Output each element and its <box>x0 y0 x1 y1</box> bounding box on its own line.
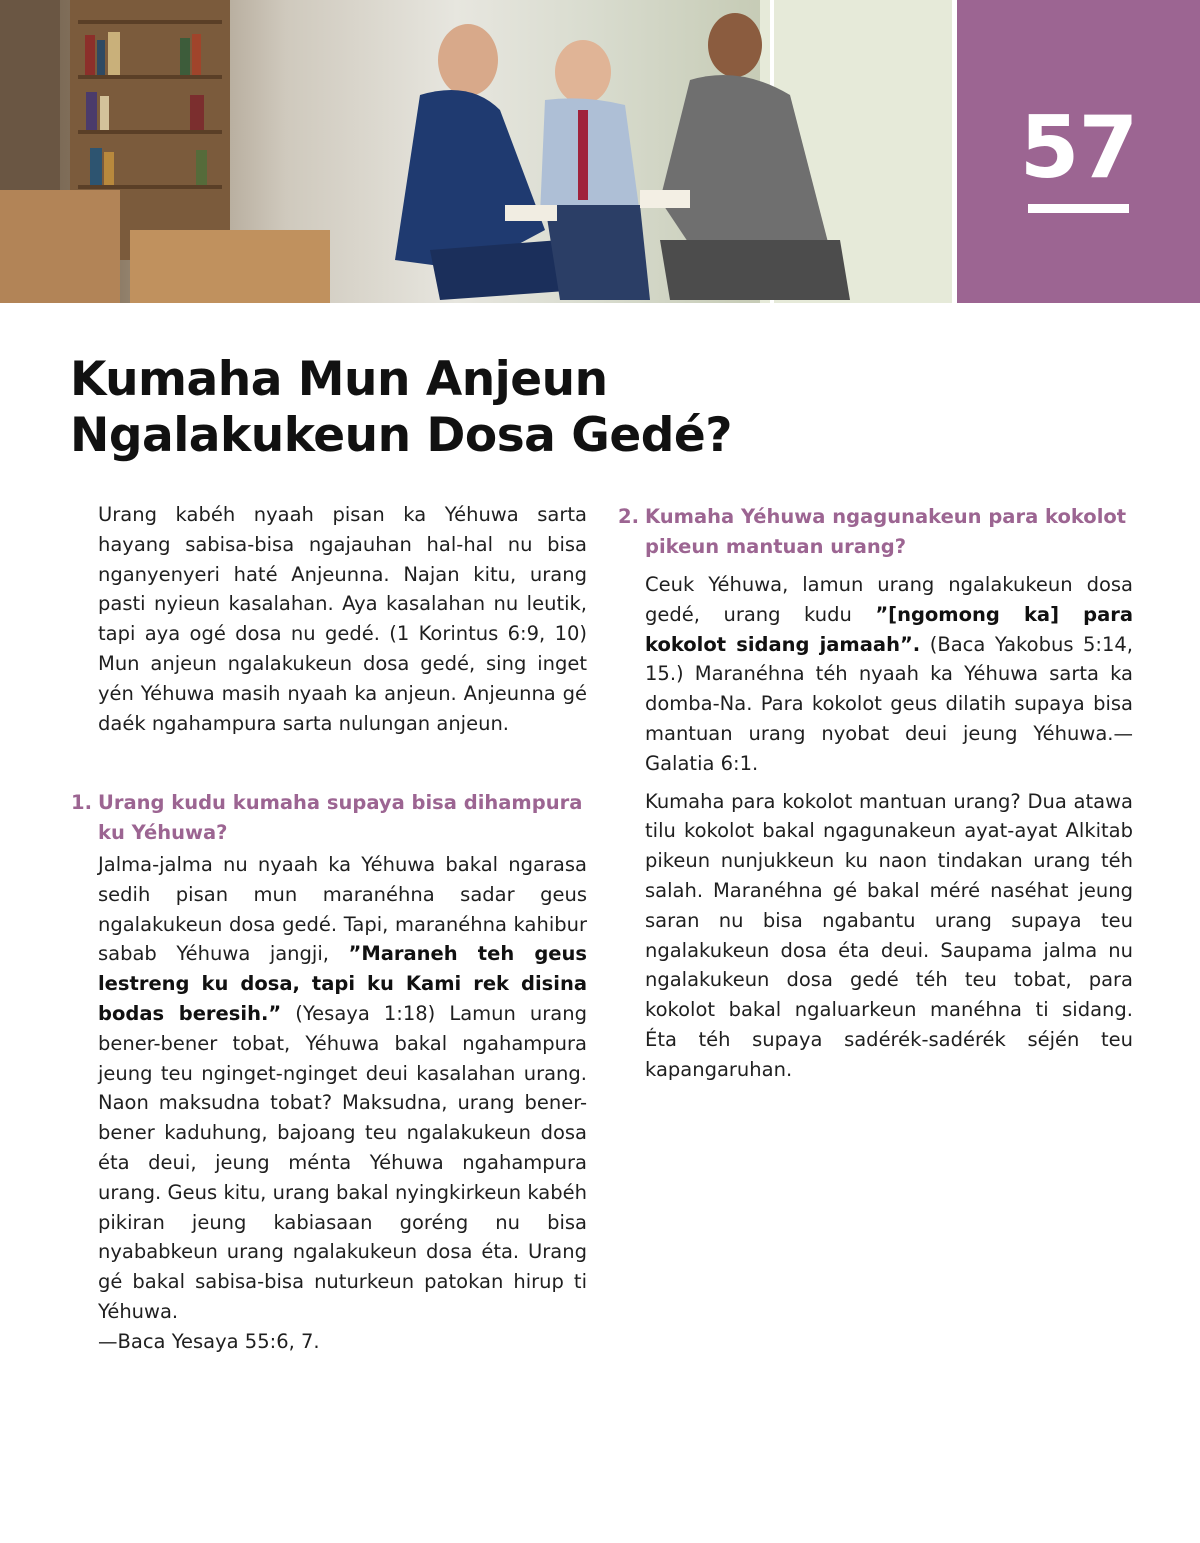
lesson-number: 57 <box>1019 98 1138 198</box>
open-bible <box>505 205 557 221</box>
man-right-head <box>708 13 762 77</box>
section-2-text-a: Ceuk Yéhuwa, lamun urang ngalakukeun dosa gedé, urang kudu <box>645 573 1133 626</box>
question-2-text-line1: Kumaha Yéhuwa ngagunakeun para kokolot <box>645 505 1127 528</box>
question-1-text-line1: Urang kudu kumaha supaya bisa dihampura <box>98 791 583 814</box>
man-center-shirt <box>540 98 640 215</box>
section-2-paragraph-1 <box>645 570 1133 779</box>
section-2-text-b: (Baca Yakobus 5:14, 15.) Maranéhna téh nyaah ka Yéhuwa sarta ka domba-Na. Para kokolot geus dilatih supaya bisa mantuan urang nyobat deui jeung Yéhuwa.—Galatia 6:1. <box>645 632 1134 775</box>
man-left-head <box>438 24 498 96</box>
page-title <box>70 352 870 464</box>
chair-foreground <box>130 230 330 303</box>
question-2-text-line2: pikeun mantuan urang? <box>645 535 907 558</box>
page-title-line1: Kumaha Mun Anjeun <box>70 352 608 407</box>
section-1-body <box>98 850 587 1357</box>
column-right <box>645 570 1133 1085</box>
section-1-reference: —Baca Yesaya 55:6, 7. <box>98 1329 320 1353</box>
lesson-number-underline <box>1028 204 1129 213</box>
column-left <box>98 500 587 738</box>
question-2-number: 2. <box>618 505 639 528</box>
intro-paragraph: Urang kabéh nyaah pisan ka Yéhuwa sarta hayang sabisa-bisa ngajauhan hal-hal nu bisa nganyenyeri haté Anjeunna. Najan kitu, urang pasti nyieun kasalahan. Aya kasalahan nu leutik, tapi aya ogé dosa nu gedé. (1 Korintus 6:9, 10) Mun anjeun ngalakukeun dosa gedé, sing inget yén Yéhuwa masih nyaah ka anjeun. Anjeunna gé daék ngahampura sarta nulungan anjeun. <box>98 503 587 735</box>
question-1-text-line2: ku Yéhuwa? <box>98 821 228 844</box>
section-2-paragraph-2: Kumaha para kokolot mantuan urang? Dua atawa tilu kokolot bakal ngagunakeun ayat-ayat Alkitab pikeun nunjukkeun ku naon tindakan urang téh salah. Maranéhna gé bakal méré naséhat jeung saran nu bisa ngabantu urang supaya teu ngalakukeun dosa éta deui. Saupama jalma nu ngalakukeun dosa gedé téh teu tobat, para kokolot bakal ngaluarkeun manéhna ti sidang. Éta téh supaya sadérék-sadérék séjén teu kapangaruhan. <box>645 789 1133 1081</box>
section-2-quote: ”[ngomong ka] para kokolot sidang jamaah”. <box>645 602 1133 656</box>
section-1-paragraph <box>98 850 587 1327</box>
photo-illustration <box>0 0 952 303</box>
section-1-quote: ”Maraneh teh geus lestreng ku dosa, tapi ku Kami rek disina bodas beresih.” <box>98 942 587 1025</box>
question-1 <box>71 788 591 848</box>
section-1-text-b: (Yesaya 1:18) Lamun urang bener-bener tobat, Yéhuwa bakal ngahampura jeung teu nginget-nginget deui kasalahan urang. Naon maksudna tobat? Maksudna, urang bener-bener kaduhung, bajoang teu ngalakukeun dosa éta deui, jeung ménta Yéhuwa ngahampura urang. Geus kitu, urang bakal nyingkirkeun kabéh pikiran jeung kabiasaan goréng nu bisa nyababkeun urang ngalakukeun dosa éta. Urang gé bakal sabisa-bisa nuturkeun patokan hirup ti Yéhuwa. <box>98 1001 587 1323</box>
open-bible <box>640 190 690 208</box>
section-1-text-a: Jalma-jalma nu nyaah ka Yéhuwa bakal ngarasa sedih pisan mun maranéhna sadar geus ngalakukeun dosa gedé. Tapi, maranéhna kahibur sabab Yéhuwa jangji, <box>98 853 587 966</box>
man-center-tie <box>578 110 588 200</box>
header-photo <box>0 0 952 303</box>
man-center-head <box>555 40 611 104</box>
question-1-number: 1. <box>71 791 92 814</box>
question-2 <box>618 502 1138 562</box>
lesson-number-panel <box>957 0 1200 303</box>
page-title-line2: Ngalakukeun Dosa Gedé? <box>70 408 732 463</box>
chair-foreground <box>0 190 120 303</box>
